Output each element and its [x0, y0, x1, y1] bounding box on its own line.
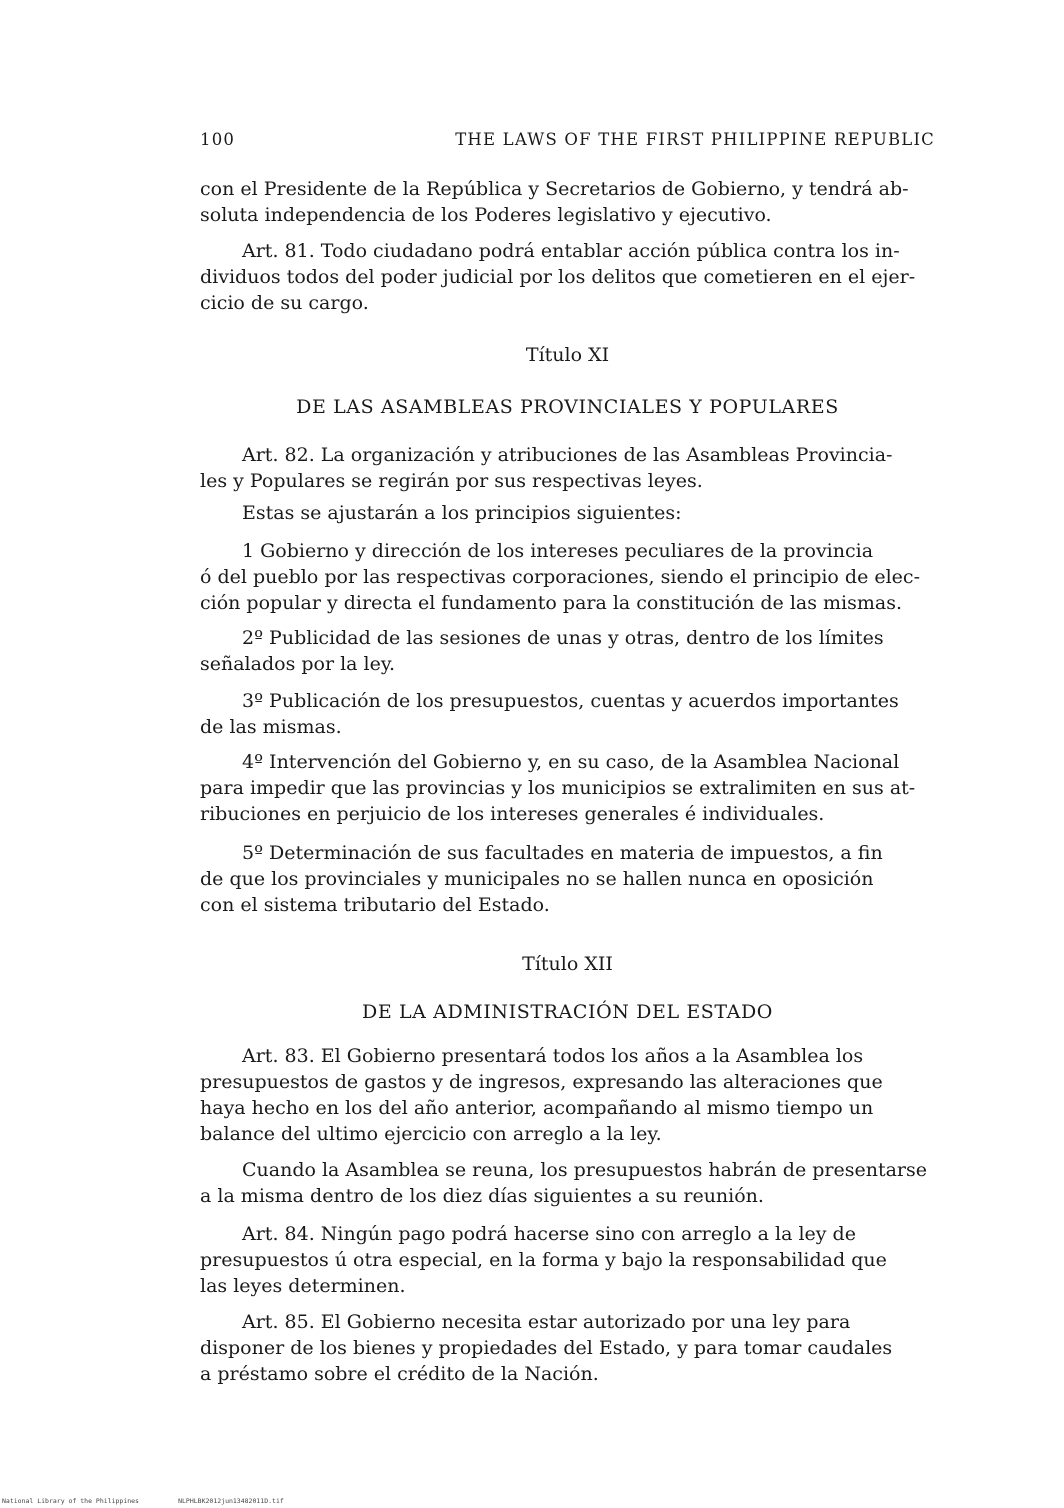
titulo-xii-heading: DE LA ADMINISTRACIÓN DEL ESTADO: [362, 1001, 773, 1023]
titulo-xii-label: Título XII: [522, 953, 613, 975]
principio-1: 1 Gobierno y dirección de los intereses peculiares de la provincia ó del pueblo por las respectivas corporaciones, siendo el principio de elec- ción popular y directa el fundamento para la constitución de las mismas.: [200, 540, 920, 614]
article-81: Art. 81. Todo ciudadano podrá entablar acción pública contra los in- dividuos todos del poder judicial por los delitos que cometieren en el ejer- cicio de su cargo.: [200, 240, 916, 314]
page-number: 100: [200, 130, 236, 149]
article-82: Art. 82. La organización y atribuciones de las Asambleas Provincia- les y Populares se regirán por sus respectivas leyes.: [200, 444, 893, 492]
titulo-xi-heading: DE LAS ASAMBLEAS PROVINCIALES Y POPULARES: [296, 396, 839, 418]
scan-footer: [2, 1497, 284, 1505]
article-84: Art. 84. Ningún pago podrá hacerse sino con arreglo a la ley de presupuestos ú otra especial, en la forma y bajo la responsabilidad que las leyes determinen.: [200, 1223, 887, 1297]
footer-file: NLPHLBK2012jun13482011D.tif: [178, 1497, 284, 1505]
footer-library: National Library of the Philippines: [2, 1497, 139, 1505]
intro-paragraph: con el Presidente de la República y Secretarios de Gobierno, y tendrá ab- soluta independencia de los Poderes legislativo y ejecutivo.: [200, 178, 909, 226]
asamblea-paragraph: Cuando la Asamblea se reuna, los presupuestos habrán de presentarse a la misma dentro de los diez días siguientes a su reunión.: [200, 1159, 927, 1207]
article-83: Art. 83. El Gobierno presentará todos los años a la Asamblea los presupuestos de gastos y de ingresos, expresando las alteraciones que haya hecho en los del año anterior, acompañando al mismo tiempo un balance del ultimo ejercicio con arreglo a la ley.: [200, 1045, 883, 1145]
running-title: THE LAWS OF THE FIRST PHILIPPINE REPUBLIC: [455, 130, 935, 149]
titulo-xi-label: Título XI: [525, 344, 610, 366]
principio-5: 5º Determinación de sus facultades en materia de impuestos, a fin de que los provinciales y municipales no se hallen nunca en oposición con el sistema tributario del Estado.: [200, 842, 883, 916]
principio-3: 3º Publicación de los presupuestos, cuentas y acuerdos importantes de las mismas.: [200, 690, 899, 738]
article-85: Art. 85. El Gobierno necesita estar autorizado por una ley para disponer de los bienes y propiedades del Estado, y para tomar caudales a préstamo sobre el crédito de la Nación.: [200, 1311, 893, 1385]
principio-4: 4º Intervención del Gobierno y, en su caso, de la Asamblea Nacional para impedir que las provincias y los municipios se extralimiten en sus at- ribuciones en perjuicio de los intereses generales é individuales.: [200, 751, 916, 825]
principios-intro: Estas se ajustarán a los principios siguientes:: [242, 502, 682, 524]
principio-2: 2º Publicidad de las sesiones de unas y otras, dentro de los límites señalados por la ley.: [200, 627, 884, 675]
